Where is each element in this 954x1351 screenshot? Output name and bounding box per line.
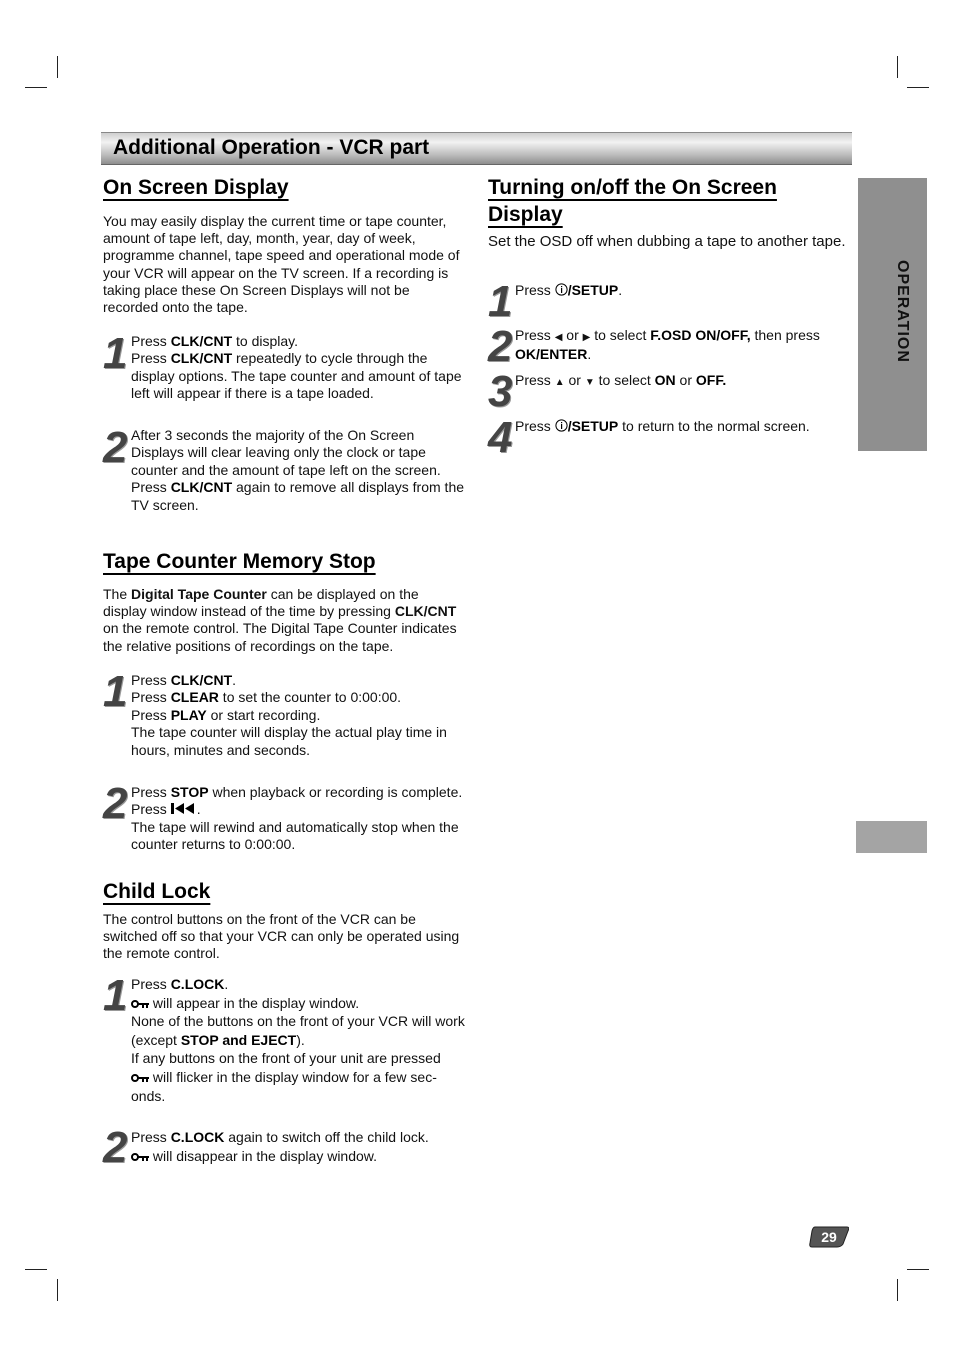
side-tab-label: OPERATION	[894, 260, 911, 363]
info-icon	[555, 419, 568, 432]
crop-mark	[57, 56, 58, 78]
step-number: 4	[488, 413, 513, 462]
heading-child-lock: Child Lock	[103, 880, 211, 903]
step-text: Press /SETUP.	[515, 282, 623, 298]
up-arrow-icon: ▲	[554, 377, 565, 388]
skip-back-icon	[171, 803, 197, 814]
step-text: Press ◀ or ▶ to select F.OSD ON/OFF, then press OK/ENTER.	[515, 327, 820, 363]
key-lock-icon	[131, 1073, 149, 1083]
crop-mark	[25, 1269, 47, 1270]
step-text: Press C.LOCK. will appear in the display window. None of the buttons on the front of your VCR will work (except STOP and EJECT). If any buttons on the front of your unit are pressed will flicker in the display window for a few sec-onds.	[131, 976, 465, 1104]
crop-mark	[907, 87, 929, 88]
tape-counter-intro: The Digital Tape Counter can be displayed on the display window instead of the time by pressing CLK/CNT on the remote control. The Digital Tape Counter indicates the relative positions of recordings on the tape.	[103, 586, 457, 654]
step-number: 2	[488, 322, 513, 371]
crop-mark	[57, 1279, 58, 1301]
side-tab	[858, 178, 927, 451]
crop-mark	[897, 1279, 898, 1301]
info-icon	[555, 283, 568, 296]
page-title: Additional Operation - VCR part	[113, 136, 430, 159]
heading-on-screen-display: On Screen Display	[103, 176, 289, 199]
step-number: 1	[103, 971, 128, 1020]
step-number: 1	[488, 277, 513, 326]
step-number: 1	[103, 329, 128, 378]
crop-mark	[25, 87, 47, 88]
step-text: Press /SETUP to return to the normal screen.	[515, 418, 810, 434]
right-arrow-icon: ▶	[582, 332, 591, 343]
osd-toggle-intro: Set the OSD off when dubbing a tape to another tape.	[488, 233, 846, 250]
step-text: Press CLK/CNT. Press CLEAR to set the counter to 0:00:00. Press PLAY or start recording. The tape counter will display the actual play time in hours, minutes and seconds.	[131, 672, 447, 758]
heading-tape-counter: Tape Counter Memory Stop	[103, 550, 376, 573]
step-number: 2	[103, 1123, 128, 1172]
page-number: 29	[821, 1229, 837, 1245]
step-text: Press C.LOCK again to switch off the child lock. will disappear in the display window.	[131, 1129, 429, 1164]
on-screen-display-intro: You may easily display the current time or tape counter, amount of tape left, day, month, year, day of week, programme channel, tape speed and operational mode of your VCR will appear on the TV screen. If a recording is taking place these On Screen Displays will not be recorded onto the tape.	[103, 213, 460, 316]
step-text: Press ▲ or ▼ to select ON or OFF.	[515, 372, 727, 388]
step-number: 1	[103, 667, 128, 716]
left-arrow-icon: ◀	[554, 332, 563, 343]
section-banner	[101, 132, 852, 165]
step-number: 3	[488, 367, 513, 416]
crop-mark	[897, 56, 898, 78]
step-number: 2	[103, 423, 128, 472]
child-lock-intro: The control buttons on the front of the VCR can be switched off so that your VCR can only be operated using the remote control.	[103, 911, 460, 962]
key-lock-icon	[131, 1152, 149, 1162]
down-arrow-icon: ▼	[584, 377, 595, 388]
step-number: 2	[103, 779, 128, 828]
step-text: Press CLK/CNT to display. Press CLK/CNT repeatedly to cycle through the display options. The tape counter and amount of tape left will appear if there is a tape loaded.	[131, 333, 462, 402]
step-text: Press STOP when playback or recording is complete. Press . The tape will rewind and automatically stop when the counter returns to 0:00:00.	[131, 784, 463, 853]
side-marker	[856, 821, 927, 853]
crop-mark	[907, 1269, 929, 1270]
key-lock-icon	[131, 999, 149, 1009]
step-text: After 3 seconds the majority of the On Screen Displays will clear leaving only the clock or tape counter and the amount of tape left on the screen. Press CLK/CNT again to remove all displays from the TV screen.	[131, 427, 465, 513]
heading-osd-toggle: Turning on/off the On Screen Display	[488, 176, 777, 226]
page-number-badge	[809, 1226, 849, 1248]
